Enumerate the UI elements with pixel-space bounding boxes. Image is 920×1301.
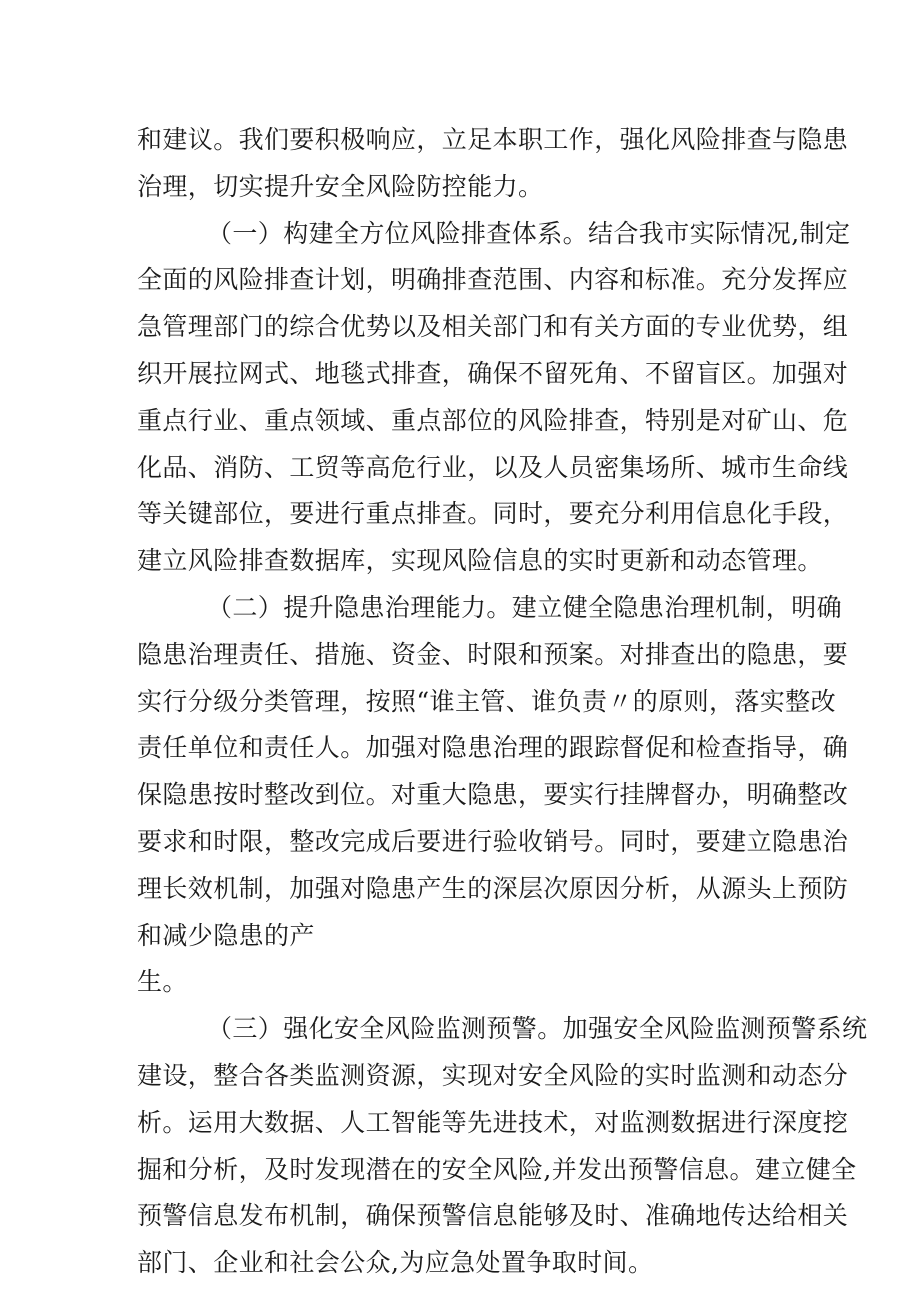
paragraph-first-line: （一）构建全方位风险排查体系。结合我市实际情况,制定 <box>207 218 851 248</box>
text-line: 析。运用大数据、人工智能等先进技术，对监测数据进行深度挖 <box>137 1107 849 1137</box>
text-line: 保隐患按时整改到位。对重大隐患，要实行挂牌督办，明确整改 <box>137 780 849 810</box>
paragraph-first-line: （三）强化安全风险监测预警。加强安全风险监测预警系统 <box>207 1014 868 1044</box>
text-line: 实行分级分类管理，按照“谁主管、谁负责〃的原则，落实整改 <box>137 686 836 716</box>
text-line: 责任单位和责任人。加强对隐患治理的跟踪督促和检查指导，确 <box>137 733 849 763</box>
text-line: 治理，切实提升安全风险防控能力。 <box>137 171 544 201</box>
document-body <box>137 117 868 1287</box>
text-line: 织开展拉网式、地毯式排查，确保不留死角、不留盲区。加强对 <box>137 358 849 388</box>
text-line: 重点行业、重点领域、重点部位的风险排查，特别是对矿山、危 <box>137 405 849 435</box>
text-line: 化品、消防、工贸等高危行业，以及人员密集场所、城市生命线 <box>137 452 849 482</box>
text-line: 和减少隐患的产 <box>137 920 315 950</box>
text-line: 和建议。我们要积极响应，立足本职工作，强化风险排查与隐患 <box>137 125 849 154</box>
text-line: 部门、企业和社会公众,为应急处置争取时间。 <box>137 1248 654 1278</box>
text-line: 急管理部门的综合优势以及相关部门和有关方面的专业优势，组 <box>137 312 849 342</box>
text-line: 预警信息发布机制，确保预警信息能够及时、准确地传达给相关 <box>137 1201 849 1231</box>
text-line: 等关键部位，要进行重点排查。同时，要充分利用信息化手段， <box>137 499 849 529</box>
text-line: 建立风险排查数据库，实现风险信息的实时更新和动态管理。 <box>137 546 823 576</box>
text-line: 要求和时限，整改完成后要进行验收销号。同时，要建立隐患治 <box>137 826 849 856</box>
paragraph-first-line: （二）提升隐患治理能力。建立健全隐患治理机制，明确 <box>207 592 843 622</box>
text-line: 生。 <box>137 967 188 997</box>
text-line: 掘和分析，及时发现潜在的安全风险,并发出预警信息。建立健全 <box>137 1154 857 1184</box>
text-line: 建设，整合各类监测资源，实现对安全风险的实时监测和动态分 <box>137 1060 849 1090</box>
text-line: 全面的风险排查计划，明确排查范围、内容和标准。充分发挥应 <box>137 265 849 295</box>
text-line: 隐患治理责任、措施、资金、时限和预案。对排查出的隐患，要 <box>137 639 849 669</box>
text-line: 理长效机制，加强对隐患产生的深层次原因分析，从源头上预防 <box>137 873 849 903</box>
